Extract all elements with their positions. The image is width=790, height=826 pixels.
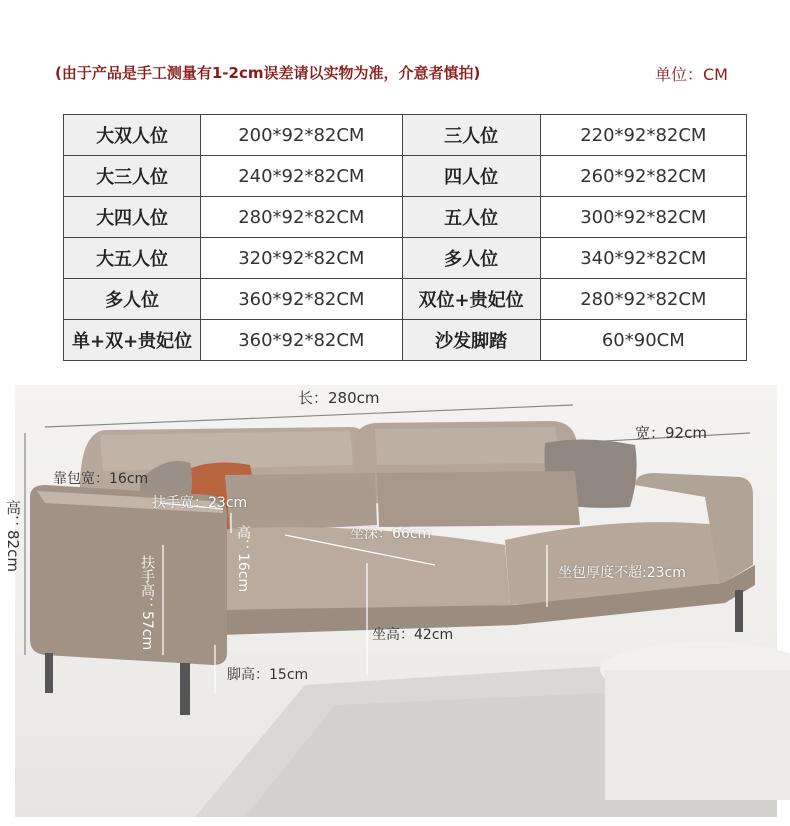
headrest-right bbox=[375, 427, 560, 465]
model-name: 三人位 bbox=[402, 115, 540, 156]
model-size: 60*90CM bbox=[540, 320, 746, 361]
model-name: 大五人位 bbox=[64, 238, 201, 279]
armrest-height-label: 扶手高：57cm bbox=[139, 555, 155, 651]
model-name: 多人位 bbox=[402, 238, 540, 279]
table-row bbox=[64, 279, 747, 320]
table-row bbox=[64, 115, 747, 156]
disclaimer-notice: (由于产品是手工测量有1-2cm误差请以实物为准，介意者慎拍) bbox=[55, 64, 481, 82]
model-name: 单+双+贵妃位 bbox=[64, 320, 201, 361]
sofa-leg bbox=[180, 663, 190, 715]
coffee-table-body bbox=[605, 670, 790, 800]
model-size: 240*92*82CM bbox=[201, 156, 402, 197]
seat-depth-label: 坐深：66cm bbox=[350, 526, 432, 542]
model-size: 280*92*82CM bbox=[201, 197, 402, 238]
unit-label: 单位：CM bbox=[655, 65, 728, 84]
model-size: 300*92*82CM bbox=[540, 197, 746, 238]
sofa-dimension-photo bbox=[4, 385, 777, 817]
model-name: 四人位 bbox=[402, 156, 540, 197]
sofa-leg bbox=[735, 590, 743, 632]
model-size: 320*92*82CM bbox=[201, 238, 402, 279]
table-row bbox=[64, 197, 747, 238]
sofa-illustration bbox=[15, 385, 777, 817]
model-name: 大三人位 bbox=[64, 156, 201, 197]
model-size: 360*92*82CM bbox=[201, 279, 402, 320]
model-size: 260*92*82CM bbox=[540, 156, 746, 197]
armrest-width-label: 扶手宽：23cm bbox=[152, 495, 248, 511]
size-spec-table bbox=[63, 114, 747, 361]
back-cushion-right bbox=[377, 471, 580, 527]
width-dimension-label: 宽：92cm bbox=[635, 424, 707, 442]
model-size: 200*92*82CM bbox=[201, 115, 402, 156]
model-size: 360*92*82CM bbox=[201, 320, 402, 361]
model-name: 多人位 bbox=[64, 279, 201, 320]
model-size: 340*92*82CM bbox=[540, 238, 746, 279]
length-dimension-label: 长：280cm bbox=[298, 389, 380, 407]
cushion-thickness-label: 坐包厚度不超:23cm bbox=[558, 565, 686, 581]
table-row bbox=[64, 156, 747, 197]
left-armrest bbox=[30, 485, 227, 665]
model-name: 五人位 bbox=[402, 197, 540, 238]
model-name: 大四人位 bbox=[64, 197, 201, 238]
model-size: 220*92*82CM bbox=[540, 115, 746, 156]
seat-height-label: 坐高：42cm bbox=[372, 627, 454, 643]
leg-height-label: 脚高：15cm bbox=[227, 667, 309, 683]
sofa-leg bbox=[45, 653, 53, 693]
model-name: 大双人位 bbox=[64, 115, 201, 156]
armrest-thickness-label: 高：16cm bbox=[235, 525, 251, 593]
table-row bbox=[64, 238, 747, 279]
table-row bbox=[64, 320, 747, 361]
model-size: 280*92*82CM bbox=[540, 279, 746, 320]
height-dimension-label: 高：82cm bbox=[4, 500, 22, 572]
model-name: 沙发脚踏 bbox=[402, 320, 540, 361]
back-cushion-width-label: 靠包宽：16cm bbox=[53, 471, 149, 487]
model-name: 双位+贵妃位 bbox=[402, 279, 540, 320]
